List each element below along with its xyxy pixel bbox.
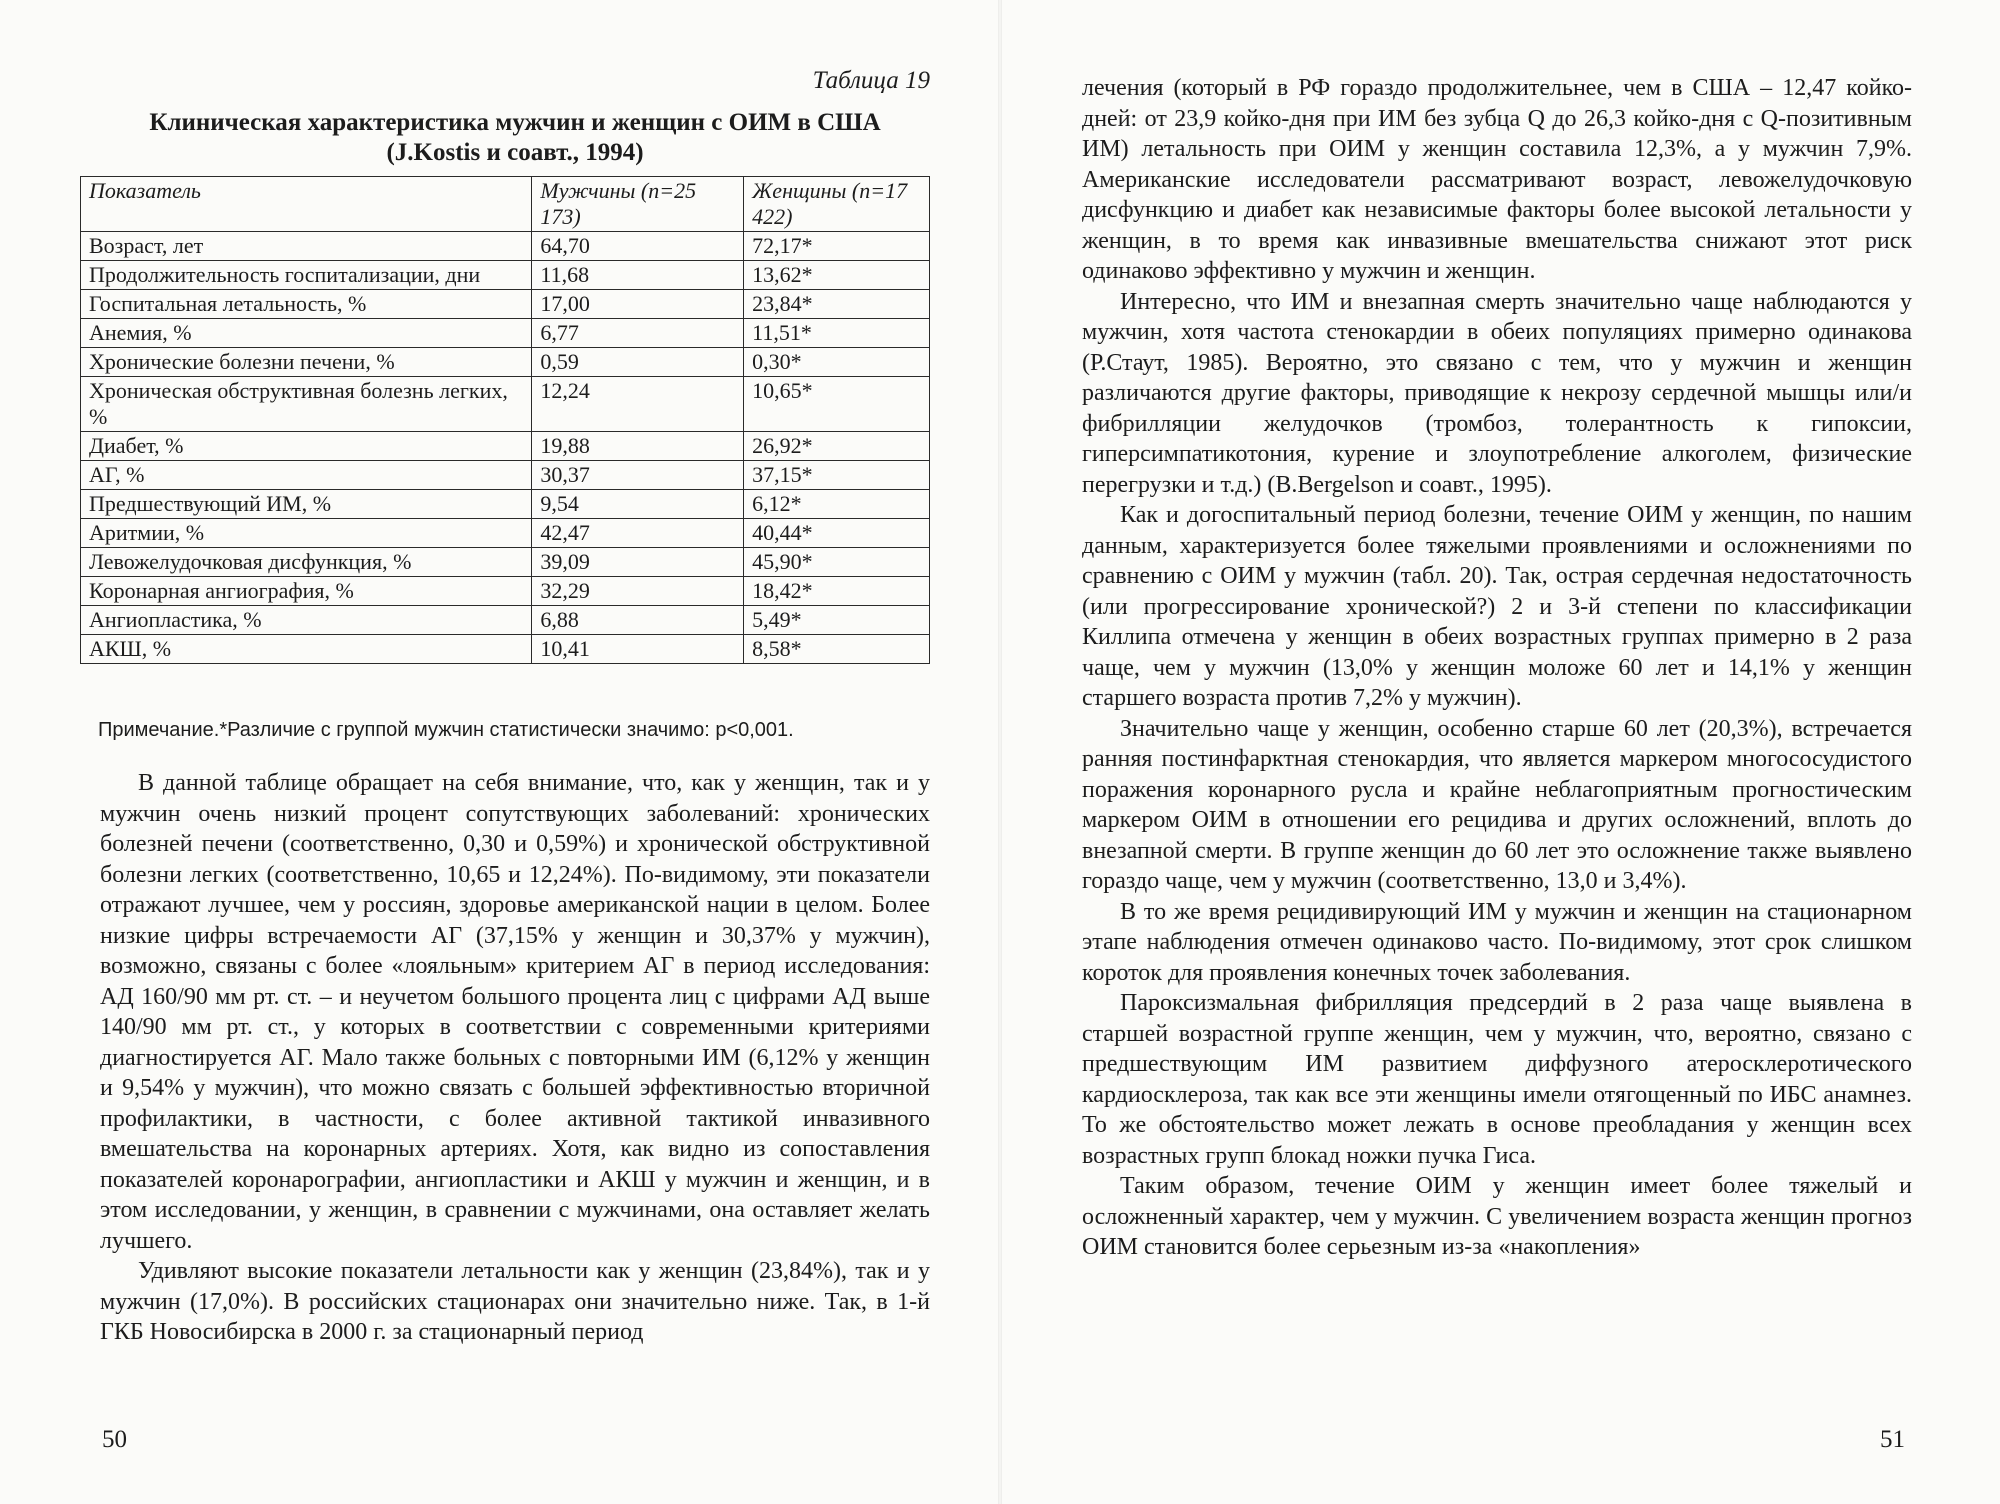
body-text [100, 768, 930, 1348]
table-row [81, 232, 930, 261]
table-cell: Аритмии, % [81, 519, 532, 548]
table-cell: 0,30* [744, 348, 930, 377]
table-cell: Анемия, % [81, 319, 532, 348]
table-number: Таблица 19 [812, 67, 930, 94]
table-header-cell: Мужчины (n=25 173) [532, 177, 744, 232]
table-cell: Ангиопластика, % [81, 606, 532, 635]
table-row [81, 461, 930, 490]
table-cell: Хроническая обструктивная болезнь легких, % [81, 377, 532, 432]
table-row [81, 635, 930, 664]
table-cell: 40,44* [744, 519, 930, 548]
table-cell: 6,88 [532, 606, 744, 635]
table-cell: 30,37 [532, 461, 744, 490]
table-header-cell: Показатель [81, 177, 532, 232]
table-cell: 0,59 [532, 348, 744, 377]
table-header-cell: Женщины (n=17 422) [744, 177, 930, 232]
table-cell: 13,62* [744, 261, 930, 290]
table-cell: Продолжительность госпитализации, дни [81, 261, 532, 290]
table-cell: 12,24 [532, 377, 744, 432]
table-cell: 64,70 [532, 232, 744, 261]
table-cell: 37,15* [744, 461, 930, 490]
table-cell: Коронарная ангиография, % [81, 577, 532, 606]
table-cell: 11,68 [532, 261, 744, 290]
page-number: 50 [102, 1426, 127, 1453]
paragraph: В то же время рецидивирующий ИМ у мужчин и женщин на стационарном этапе наблюдения отмечен одинаково часто. По-видимому, этот срок слишком короток для проявления конечных точек заболевания. [1082, 898, 1912, 986]
table-cell: 5,49* [744, 606, 930, 635]
table-cell: Предшествующий ИМ, % [81, 490, 532, 519]
paragraph: Пароксизмальная фибрилляция предсердий в 2 раза чаще выявлена в старшей возрастной группе женщин, чем у мужчин, что, вероятно, связано с предшествующим ИМ развитием диффузного атеросклеротического кардиосклероза, так как все эти женщины имели отягощенный по ИБС анамнез. То же обстоятельство может лежать в основе преобладания у женщин всех возрастных групп блокад ножки пучка Гиса. [1082, 990, 1912, 1169]
table-note: Примечание.*Различие с группой мужчин статистически значимо: p<0,001. [98, 719, 794, 741]
table-header-row [81, 177, 930, 232]
data-table [80, 176, 930, 664]
table-row [81, 319, 930, 348]
paragraph: Удивляют высокие показатели летальности как у женщин (23,84%), так и у мужчин (17,0%). В российских стационарах они значительно ниже. Так, в 1-й ГКБ Новосибирска в 2000 г. за стационарный период [100, 1258, 930, 1345]
table-cell: 23,84* [744, 290, 930, 319]
table-row [81, 548, 930, 577]
table-cell: 26,92* [744, 432, 930, 461]
table-cell: 10,65* [744, 377, 930, 432]
table-cell: 42,47 [532, 519, 744, 548]
table-cell: 6,12* [744, 490, 930, 519]
table-cell: 6,77 [532, 319, 744, 348]
table-cell: Левожелудочковая дисфункция, % [81, 548, 532, 577]
table-cell: 18,42* [744, 577, 930, 606]
paragraph: Как и догоспитальный период болезни, течение ОИМ у женщин, по нашим данным, характеризуется более тяжелыми проявлениями и осложнениями по сравнению с ОИМ у мужчин (табл. 20). Так, острая сердечная недостаточность (или прогрессирование хронической?) 2 и 3-й степени по классификации Киллипа отмечена у женщин в обеих возрастных группах примерно в 2 раза чаще, чем у мужчин (13,0% у женщин моложе 60 лет и 14,1% у женщин старшего возраста против 7,2% у мужчин). [1082, 502, 1912, 711]
table-row [81, 348, 930, 377]
table-cell: 32,29 [532, 577, 744, 606]
table-cell: 72,17* [744, 232, 930, 261]
table-cell: Хронические болезни печени, % [81, 348, 532, 377]
table-row [81, 432, 930, 461]
table-row [81, 577, 930, 606]
paragraph-continuation: лечения (который в РФ гораздо продолжительнее, чем в США – 12,47 койко-дней: от 23,9 койко-дня при ИМ без зубца Q до 26,3 койко-дня с Q-позитивным ИМ) летальность при ОИМ у женщин составила 12,3%, а у мужчин 7,9%. Американские исследователи рассматривают возраст, левожелудочковую дисфункцию и диабет как независимые факторы более высокой летальности у женщин, в то время как инвазивные вмешательства снижают этот риск одинаково эффективно у мужчин и женщин. [1082, 75, 1912, 284]
table-cell: Госпитальная летальность, % [81, 290, 532, 319]
paragraph: Интересно, что ИМ и внезапная смерть значительно чаще наблюдаются у мужчин, хотя частота стенокардии в обеих популяциях примерно одинакова (Р.Стаут, 1985). Вероятно, это связано с тем, что у мужчин и женщин различаются другие факторы, приводящие к некрозу сердечной мышцы или/и фибрилляции желудочков (тромбоз, толерантность к гипоксии, гиперсимпатикотония, курение и злоупотребление алкоголем, физические перегрузки и т.д.) (B.Bergelson и соавт., 1995). [1082, 288, 1912, 498]
table-cell: 11,51* [744, 319, 930, 348]
table-cell: АКШ, % [81, 635, 532, 664]
table-row [81, 606, 930, 635]
table-cell: Диабет, % [81, 432, 532, 461]
right-page [1000, 0, 2000, 1504]
paragraph: Значительно чаще у женщин, особенно старше 60 лет (20,3%), встречается ранняя постинфарктная стенокардия, что является маркером многососудистого поражения коронарного русла и крайне неблагоприятным прогностическим маркером ОИМ в отношении его рецидива и других осложнений, вплоть до внезапной смерти. В группе женщин до 60 лет это осложнение также выявлено гораздо чаще, чем у мужчин (соответственно, 13,0 и 3,4%). [1082, 715, 1912, 894]
table-cell: 17,00 [532, 290, 744, 319]
paragraph: В данной таблице обращает на себя внимание, что, как у женщин, так и у мужчин очень низкий процент сопутствующих заболеваний: хронических болезней печени (соответственно, 0,30 и 0,59%) и хронической обструктивной болезни легких (соответственно, 10,65 и 12,24%). По-видимому, эти показатели отражают лучшее, чем у россиян, здоровье американской нации в целом. Более низкие цифры встречаемости АГ (37,15% у женщин и 30,37% у мужчин), возможно, связаны с более «лояльным» критерием АГ в период исследования: АД 160/90 мм рт. ст. – и неучетом большого процента лиц с цифрами АД выше 140/90 мм рт. ст., у которых в соответствии с современными критериями диагностируется АГ. Мало также больных с повторными ИМ (6,12% у женщин и 9,54% у мужчин), что можно связать с большей эффективностью вторичной профилактики, в частности, с более активной тактикой инвазивного вмешательства на коронарных артериях. Хотя, как видно из сопоставления показателей коронарографии, ангиопластики и АКШ у мужчин и женщин, и в этом исследовании, у женщин, в сравнении с мужчинами, она оставляет желать лучшего. [100, 770, 930, 1254]
table-cell: 19,88 [532, 432, 744, 461]
table-cell: 45,90* [744, 548, 930, 577]
page-number: 51 [1880, 1426, 1905, 1453]
table-cell: 8,58* [744, 635, 930, 664]
table-row [81, 519, 930, 548]
table-cell: АГ, % [81, 461, 532, 490]
table-title: Клиническая характеристика мужчин и женщин с ОИМ в США (J.Kostis и соавт., 1994) [149, 109, 881, 166]
paragraph: Таким образом, течение ОИМ у женщин имеет более тяжелый и осложненный характер, чем у мужчин. С увеличением возраста женщин прогноз ОИМ становится более серьезным из-за «накопления» [1082, 1173, 1912, 1260]
table-row [81, 290, 930, 319]
table-body [81, 232, 930, 664]
table-cell: Возраст, лет [81, 232, 532, 261]
table-cell: 39,09 [532, 548, 744, 577]
table-row [81, 490, 930, 519]
table-cell: 9,54 [532, 490, 744, 519]
table-row [81, 377, 930, 432]
table-cell: 10,41 [532, 635, 744, 664]
body-text [1082, 73, 1912, 1263]
table-row [81, 261, 930, 290]
